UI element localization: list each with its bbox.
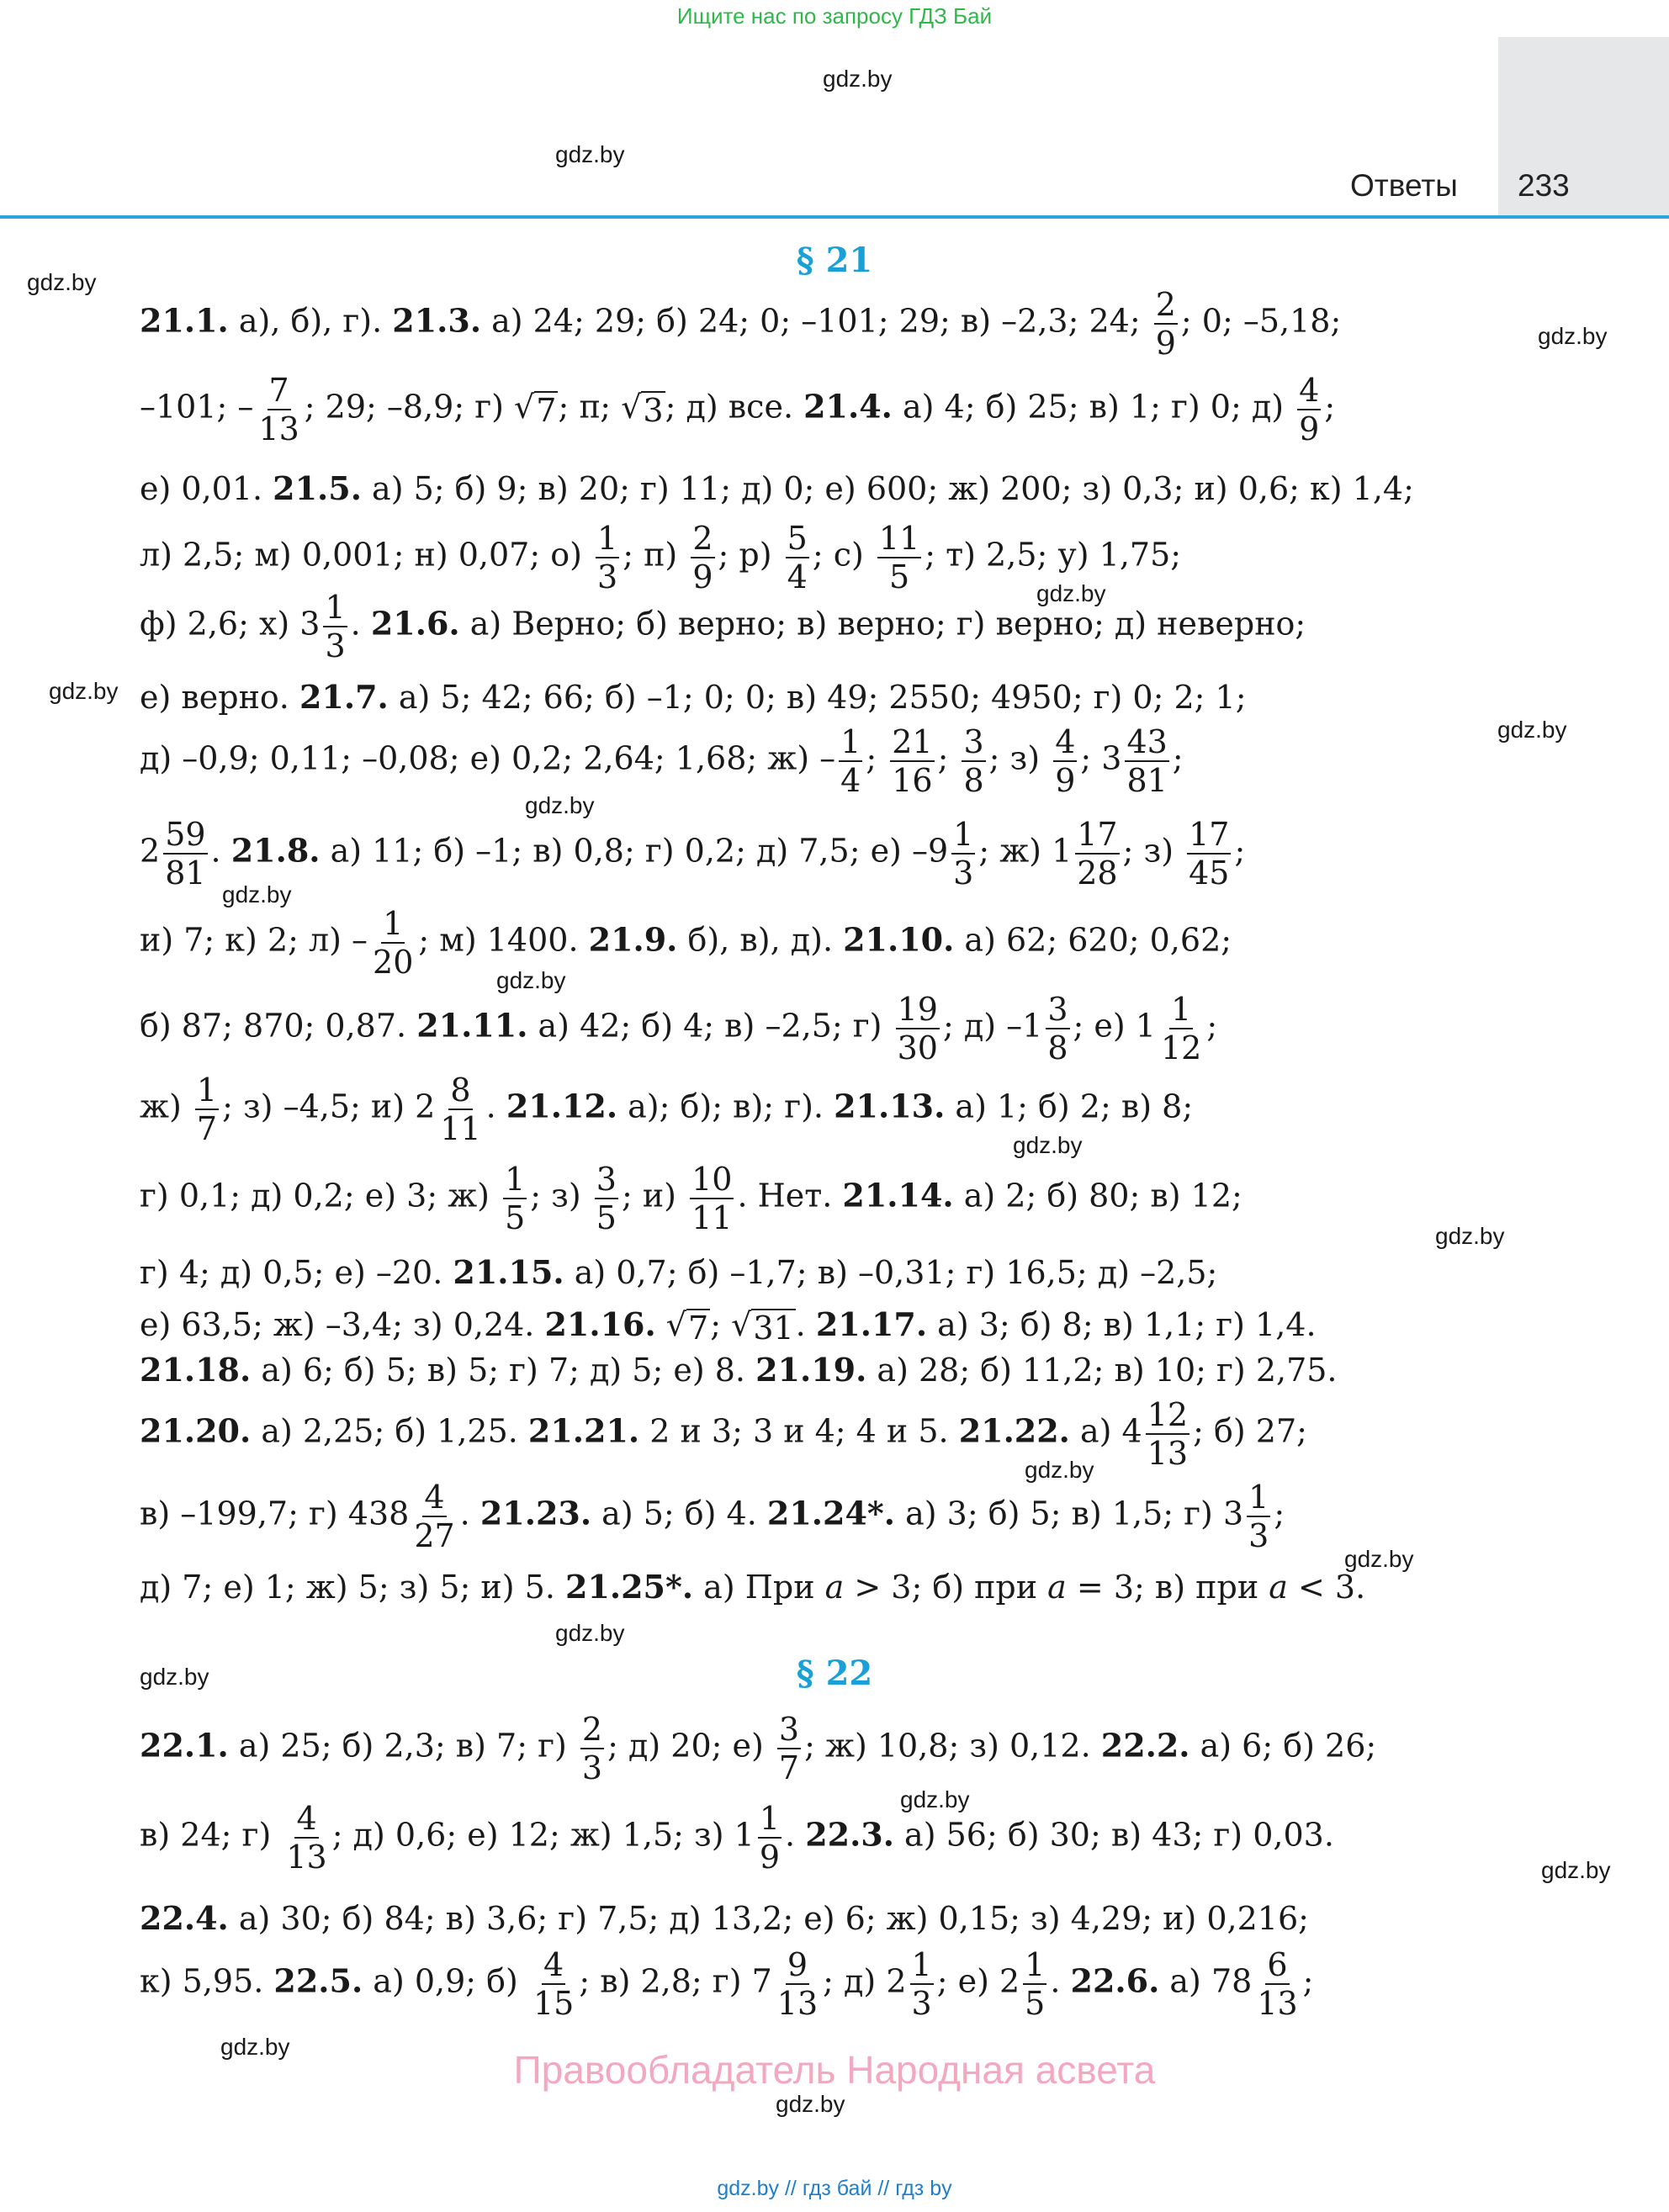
answer-text: а) 3; б) 8; в) 1,1; г) 1,4. xyxy=(927,1306,1317,1343)
answer-text: ; xyxy=(1206,1007,1218,1045)
answer-text: . xyxy=(350,605,371,643)
answer-text: а) 1; б) 2; в) 8; xyxy=(945,1087,1194,1125)
running-title: Ответы xyxy=(1350,168,1458,203)
denominator: 4 xyxy=(840,762,861,799)
fraction xyxy=(1255,1946,1299,2022)
fraction xyxy=(690,1163,734,1234)
answer-text: б), в), д). xyxy=(677,921,844,959)
fraction xyxy=(951,816,975,892)
answer-text: ; π; xyxy=(558,388,622,426)
answer-text: ; д) 20; е) xyxy=(607,1727,774,1765)
answer-text xyxy=(140,469,1414,507)
watermark: gdz.by xyxy=(1435,1223,1505,1249)
denominator: 27 xyxy=(414,1517,455,1554)
answer-text: а) 4 xyxy=(1069,1412,1142,1450)
answer-text: ; т) 2,5; у) 1,75; xyxy=(925,536,1182,574)
answer-text: б) 87; 870; 0,87. xyxy=(140,1007,417,1045)
exercise-number: 21.12. xyxy=(506,1087,618,1125)
answer-text: > 3; б) при xyxy=(844,1569,1048,1606)
exercise-number: 21.25*. xyxy=(565,1568,694,1606)
radicand: 7 xyxy=(536,391,557,429)
numerator: 3 xyxy=(596,1161,617,1198)
answer-text: ; д) 2 xyxy=(823,1962,907,2000)
fraction xyxy=(195,1074,219,1145)
answer-text: а) 6; б) 5; в) 5; г) 7; д) 5; е) 8. xyxy=(251,1352,756,1389)
denominator: 13 xyxy=(776,1985,819,2022)
fraction xyxy=(1053,723,1077,799)
section-title: § 22 xyxy=(796,1654,873,1693)
answer-text: а) 11; б) –1; в) 0,8; г) 0,2; д) 7,5; е) –9 xyxy=(320,832,949,870)
answer-text: а) 6; б) 26; xyxy=(1189,1727,1377,1765)
exercise-number: 22.6. xyxy=(1070,1961,1160,2000)
answer-text: ф) 2,6; х) 3 xyxy=(140,605,321,643)
numerator: 10 xyxy=(691,1161,733,1198)
fraction xyxy=(1125,723,1168,799)
answer-text: √ xyxy=(665,1306,687,1343)
numerator: 7 xyxy=(268,372,289,409)
numerator: 1 xyxy=(597,520,618,557)
denominator: 16 xyxy=(892,762,933,799)
exercise-number: 21.17. xyxy=(815,1305,928,1343)
answer-text: ж) xyxy=(140,1087,192,1125)
answer-text: а) 5; б) 9; в) 20; г) 11; д) 0; е) 600; ж) 200; з) 0,3; и) 0,6; к) 1,4; xyxy=(361,470,1414,507)
watermark: gdz.by xyxy=(1497,717,1567,743)
answer-line xyxy=(140,1388,1496,1480)
answer-text: а) 0,7; б) –1,7; в) –0,31; г) 16,5; д) –2,5; xyxy=(564,1254,1218,1291)
answer-text: ; 29; –8,9; г) xyxy=(304,388,515,426)
denominator: 11 xyxy=(440,1110,481,1147)
answer-text: ; д) 0,6; е) 12; ж) 1,5; з) 1 xyxy=(331,1816,755,1854)
fraction xyxy=(284,1800,328,1876)
answer-text: а) 62; 620; 0,62; xyxy=(954,921,1232,959)
watermark: gdz.by xyxy=(140,1664,209,1690)
numerator: 4 xyxy=(1299,372,1320,409)
answer-text: д) 7; е) 1; ж) 5; з) 5; и) 5. xyxy=(140,1569,565,1606)
numerator: 3 xyxy=(963,723,984,760)
denominator: 5 xyxy=(505,1199,526,1236)
numerator: 1 xyxy=(383,905,404,942)
answer-text: а) 5; б) 4. xyxy=(591,1495,767,1532)
watermark: gdz.by xyxy=(776,2091,845,2117)
exercise-number: 21.16. xyxy=(544,1305,656,1343)
denominator: 8 xyxy=(1047,1029,1068,1066)
numerator: 1 xyxy=(840,723,861,760)
denominator: 13 xyxy=(286,1839,327,1876)
exercise-number: 21.11. xyxy=(416,1006,528,1045)
answer-text: а), б), г). xyxy=(228,302,393,340)
fraction xyxy=(910,1946,934,2022)
square-root xyxy=(621,388,665,429)
watermark: gdz.by xyxy=(1538,323,1608,349)
answer-text: ; ж) 1 xyxy=(978,832,1073,870)
top-banner: Ищите нас по запросу ГДЗ Бай xyxy=(676,3,993,29)
numerator: 1 xyxy=(1171,991,1192,1028)
answer-text: г) 0,1; д) 0,2; е) 3; ж) xyxy=(140,1177,501,1214)
numerator: 4 xyxy=(1055,723,1076,760)
variable: a xyxy=(824,1569,845,1606)
exercise-number: 21.19. xyxy=(755,1351,867,1389)
answer-text: . Нет. xyxy=(737,1177,843,1214)
denominator: 9 xyxy=(1299,410,1320,447)
answer-text xyxy=(140,1351,1338,1389)
fraction xyxy=(962,723,985,799)
watermark: gdz.by xyxy=(27,269,97,295)
answer-text: . xyxy=(459,1495,480,1532)
exercise-number: 22.4. xyxy=(140,1899,229,1937)
header-rule xyxy=(0,215,1669,219)
radicand: 7 xyxy=(688,1310,709,1347)
fraction xyxy=(580,1713,604,1784)
answer-line xyxy=(140,897,1496,989)
fraction xyxy=(438,1074,482,1145)
denominator: 28 xyxy=(1077,855,1118,892)
answer-text: ; xyxy=(710,1306,732,1343)
watermark: gdz.by xyxy=(555,1620,625,1646)
answer-text: а) Верно; б) верно; в) верно; г) верно; д) неверно; xyxy=(459,605,1306,643)
answer-text xyxy=(140,993,1217,1064)
answer-line xyxy=(140,1702,1496,1795)
answer-text: ; с) xyxy=(812,536,874,574)
answer-text: ; д) все. xyxy=(665,388,804,426)
exercise-number: 21.13. xyxy=(834,1087,946,1125)
answer-text: ; xyxy=(866,739,887,777)
numerator: 6 xyxy=(1267,1946,1288,1983)
answer-text xyxy=(140,1946,1314,2022)
denominator: 3 xyxy=(953,855,974,892)
fraction xyxy=(777,1713,801,1784)
radicand: 31 xyxy=(753,1310,794,1347)
fraction xyxy=(595,1163,618,1234)
fraction xyxy=(776,1946,819,2022)
exercise-number: 21.23. xyxy=(480,1494,592,1532)
denominator: 81 xyxy=(1126,762,1168,799)
answer-text: а) 2,25; б) 1,25. xyxy=(251,1412,528,1450)
copyright-holder: Правообладатель Народная асвета xyxy=(513,2048,1156,2092)
watermark: gdz.by xyxy=(555,141,625,167)
exercise-number: 21.14. xyxy=(842,1176,954,1214)
denominator: 12 xyxy=(1160,1029,1202,1066)
answer-text: а) 42; б) 4; в) –2,5; г) xyxy=(527,1007,893,1045)
answer-line xyxy=(140,1063,1496,1156)
exercise-number: 21.21. xyxy=(527,1411,640,1450)
answer-text: а); б); в); г). xyxy=(617,1087,834,1125)
denominator: 7 xyxy=(778,1749,800,1786)
fraction xyxy=(890,723,934,799)
answer-text: к) 5,95. xyxy=(140,1962,274,2000)
answer-text: а) 24; 29; б) 24; 0; –101; 29; в) –2,3; 24; xyxy=(481,302,1151,340)
answer-text: ; xyxy=(1172,739,1184,777)
denominator: 3 xyxy=(325,627,346,664)
answer-text xyxy=(140,1800,1334,1876)
fraction xyxy=(1159,993,1203,1064)
fraction xyxy=(163,816,207,892)
answer-text: √ xyxy=(514,388,535,426)
answer-text: а) 28; б) 11,2; в) 10; г) 2,75. xyxy=(866,1352,1338,1389)
answer-text: . xyxy=(795,1306,816,1343)
answer-text: и) 7; к) 2; л) – xyxy=(140,921,368,959)
answer-text: е) 0,01. xyxy=(140,470,273,507)
numerator: 8 xyxy=(450,1072,471,1109)
answer-text: г) 4; д) 0,5; е) –20. xyxy=(140,1254,453,1291)
answer-text: < 3. xyxy=(1287,1569,1366,1606)
answer-text: . xyxy=(785,1816,806,1854)
watermark: gdz.by xyxy=(525,792,595,818)
exercise-number: 21.15. xyxy=(453,1253,564,1291)
denominator: 9 xyxy=(759,1839,781,1876)
answer-text: . xyxy=(485,1087,506,1125)
answer-text: а) 0,9; б) xyxy=(363,1962,528,2000)
exercise-number: 21.18. xyxy=(140,1351,252,1389)
numerator: 17 xyxy=(1077,816,1118,853)
denominator: 15 xyxy=(532,1985,575,2022)
exercise-number: 21.7. xyxy=(299,678,389,716)
answer-text: ; е) 2 xyxy=(936,1962,1020,2000)
numerator: 2 xyxy=(1155,286,1176,323)
watermark: gdz.by xyxy=(1013,1132,1083,1158)
radicand: 3 xyxy=(643,391,664,429)
numerator: 4 xyxy=(543,1946,564,1983)
exercise-number: 21.4. xyxy=(803,387,893,426)
answer-text: ; xyxy=(1234,832,1246,870)
fraction xyxy=(371,905,415,981)
answer-text: ; з) –4,5; и) 2 xyxy=(222,1087,436,1125)
answer-text: ; ж) 10,8; з) 0,12. xyxy=(804,1727,1101,1765)
watermark: gdz.by xyxy=(823,66,893,92)
watermark: gdz.by xyxy=(900,1786,970,1812)
watermark: gdz.by xyxy=(1036,580,1106,606)
denominator: 13 xyxy=(258,410,299,447)
answer-text: ; е) 1 xyxy=(1073,1007,1156,1045)
answer-text: ; п) xyxy=(623,536,688,574)
answer-text: а) 3; б) 5; в) 1,5; г) 3 xyxy=(895,1495,1244,1532)
answer-text: 2 и 3; 3 и 4; 4 и 5. xyxy=(639,1412,959,1450)
exercise-number: 22.5. xyxy=(273,1961,363,2000)
answer-text xyxy=(140,816,1246,892)
answer-text xyxy=(140,1899,1309,1937)
numerator: 4 xyxy=(424,1479,445,1516)
numerator: 2 xyxy=(581,1711,603,1748)
numerator: 3 xyxy=(778,1711,800,1748)
exercise-number: 21.8. xyxy=(230,831,321,870)
denominator: 45 xyxy=(1189,855,1230,892)
answer-text: а) При xyxy=(693,1569,825,1606)
fraction xyxy=(1297,374,1321,445)
numerator: 19 xyxy=(897,991,938,1028)
fraction xyxy=(896,993,940,1064)
answer-text: д) –0,9; 0,11; –0,08; е) 0,2; 2,64; 1,68; ж) – xyxy=(140,739,836,777)
numerator: 11 xyxy=(878,520,920,557)
numerator: 1 xyxy=(196,1072,218,1109)
denominator: 9 xyxy=(692,558,713,595)
exercise-number: 21.6. xyxy=(370,604,460,643)
answer-text: в) –199,7; г) 438 xyxy=(140,1495,410,1532)
denominator: 11 xyxy=(691,1199,733,1236)
denominator: 81 xyxy=(165,855,206,892)
denominator: 4 xyxy=(787,558,808,595)
answer-text xyxy=(140,374,1335,445)
exercise-number: 22.3. xyxy=(805,1815,894,1854)
answer-text: ; з) xyxy=(988,739,1051,777)
numerator: 2 xyxy=(692,520,713,557)
page-number: 233 xyxy=(1518,168,1570,203)
answer-line xyxy=(140,807,1496,900)
variable: a xyxy=(1269,1569,1288,1606)
numerator: 1 xyxy=(911,1946,932,1983)
answer-text: ; з) xyxy=(1122,832,1184,870)
fraction xyxy=(1023,1946,1046,2022)
fraction xyxy=(532,1946,575,2022)
answer-line xyxy=(140,982,1496,1075)
answer-text: а) 4; б) 25; в) 1; г) 0; д) xyxy=(892,388,1295,426)
answer-text: ; xyxy=(1324,388,1336,426)
exercise-number: 21.24*. xyxy=(766,1494,895,1532)
answer-text xyxy=(140,286,1342,362)
exercise-number: 21.9. xyxy=(588,920,678,959)
denominator: 3 xyxy=(911,1985,932,2022)
numerator: 1 xyxy=(953,816,974,853)
answer-text: ; xyxy=(1302,1962,1314,2000)
answer-text: ; з) xyxy=(530,1177,591,1214)
answer-text: . xyxy=(210,832,231,870)
answer-text: ; в) 2,8; г) 7 xyxy=(579,1962,772,2000)
denominator: 20 xyxy=(373,944,414,981)
watermark: gdz.by xyxy=(220,2034,290,2060)
answer-text: а) 25; б) 2,3; в) 7; г) xyxy=(228,1727,577,1765)
denominator: 3 xyxy=(1248,1517,1269,1554)
answer-text: а) 30; б) 84; в) 3,6; г) 7,5; д) 13,2; е) 6; ж) 0,15; з) 4,29; и) 0,216; xyxy=(228,1900,1309,1937)
fraction xyxy=(839,723,862,799)
denominator: 9 xyxy=(1155,325,1176,362)
denominator: 13 xyxy=(1147,1435,1189,1472)
variable: a xyxy=(1047,1569,1067,1606)
numerator: 1 xyxy=(1025,1946,1046,1983)
numerator: 1 xyxy=(1248,1479,1269,1516)
exercise-number: 21.3. xyxy=(392,301,482,340)
answer-text xyxy=(140,1163,1242,1234)
answer-text: л) 2,5; м) 0,001; н) 0,07; о) xyxy=(140,536,592,574)
exercise-number: 22.2. xyxy=(1100,1726,1190,1765)
answer-text: = 3; в) при xyxy=(1066,1569,1269,1606)
answer-text: ; 3 xyxy=(1080,739,1122,777)
watermark: gdz.by xyxy=(49,678,119,704)
denominator: 13 xyxy=(1257,1985,1298,2022)
denominator: 5 xyxy=(888,558,910,595)
answer-text: е) 63,5; ж) –3,4; з) 0,24. xyxy=(140,1306,545,1343)
answer-text: ; б) 27; xyxy=(1193,1412,1307,1450)
numerator: 1 xyxy=(505,1161,526,1198)
denominator: 30 xyxy=(897,1029,938,1066)
answer-text: ; xyxy=(1274,1495,1285,1532)
answer-text: ; и) xyxy=(621,1177,687,1214)
fraction xyxy=(1154,286,1178,362)
fraction xyxy=(1146,1396,1189,1472)
answer-text: 2 xyxy=(140,832,161,870)
numerator: 5 xyxy=(787,520,808,557)
exercise-number: 21.20. xyxy=(140,1411,252,1450)
numerator: 12 xyxy=(1147,1396,1189,1433)
answer-line xyxy=(140,1791,1496,1884)
fraction xyxy=(1046,993,1069,1064)
answer-text xyxy=(140,1074,1193,1145)
exercise-number: 22.1. xyxy=(140,1726,229,1765)
answer-line xyxy=(140,1541,1496,1633)
fraction xyxy=(257,374,300,445)
fraction xyxy=(758,1800,782,1876)
numerator: 4 xyxy=(296,1800,317,1837)
numerator: 3 xyxy=(1047,991,1068,1028)
answer-text: ; р) xyxy=(718,536,782,574)
denominator: 5 xyxy=(1025,1985,1046,2022)
denominator: 8 xyxy=(963,762,984,799)
exercise-number: 21.1. xyxy=(140,301,229,340)
answer-text: е) верно. xyxy=(140,679,299,716)
answer-text: ; 0; –5,18; xyxy=(1180,302,1342,340)
answer-line xyxy=(140,715,1496,807)
fraction xyxy=(1187,816,1231,892)
numerator: 1 xyxy=(759,1800,781,1837)
denominator: 3 xyxy=(597,558,618,595)
answer-line xyxy=(140,1938,1496,2030)
exercise-number: 21.22. xyxy=(958,1411,1070,1450)
denominator: 9 xyxy=(1055,762,1076,799)
answer-text: –101; – xyxy=(140,388,254,426)
denominator: 5 xyxy=(596,1199,617,1236)
square-root xyxy=(514,388,558,429)
exercise-number: 21.10. xyxy=(843,920,955,959)
watermark: gdz.by xyxy=(496,967,566,993)
answer-text: √ xyxy=(621,388,642,426)
numerator: 43 xyxy=(1126,723,1168,760)
numerator: 9 xyxy=(787,1946,808,1983)
section-title: § 21 xyxy=(796,241,873,280)
answer-line xyxy=(140,278,1496,370)
answer-text xyxy=(140,1713,1376,1784)
denominator: 7 xyxy=(196,1110,218,1147)
answer-text: ; д) –1 xyxy=(942,1007,1043,1045)
answer-text: √ xyxy=(731,1306,752,1343)
answer-text xyxy=(140,1568,1366,1606)
watermark: gdz.by xyxy=(1344,1546,1414,1572)
answer-text: . xyxy=(1050,1962,1071,2000)
numerator: 21 xyxy=(892,723,933,760)
answer-text xyxy=(140,678,1247,716)
watermark: gdz.by xyxy=(1541,1857,1611,1883)
exercise-number: 21.5. xyxy=(273,469,362,507)
numerator: 1 xyxy=(325,589,346,626)
answer-text: а) 5; 42; 66; б) –1; 0; 0; в) 49; 2550; 4950; г) 0; 2; 1; xyxy=(388,679,1247,716)
watermark: gdz.by xyxy=(222,881,292,908)
numerator: 59 xyxy=(165,816,206,853)
fraction xyxy=(503,1163,527,1234)
answer-text: а) 2; б) 80; в) 12; xyxy=(953,1177,1242,1214)
denominator: 3 xyxy=(581,1749,603,1786)
numerator: 17 xyxy=(1189,816,1230,853)
fraction xyxy=(1075,816,1119,892)
watermark: gdz.by xyxy=(1025,1457,1094,1483)
answer-text: в) 24; г) xyxy=(140,1816,282,1854)
bottom-links[interactable]: gdz.by // гдз бай // гдз by xyxy=(717,2177,952,2200)
answer-text: ; м) 1400. xyxy=(418,921,589,959)
answer-text: а) 56; б) 30; в) 43; г) 0,03. xyxy=(893,1816,1334,1854)
answer-text: а) 78 xyxy=(1159,1962,1253,2000)
answer-text: ; xyxy=(937,739,959,777)
answer-text xyxy=(140,723,1184,799)
